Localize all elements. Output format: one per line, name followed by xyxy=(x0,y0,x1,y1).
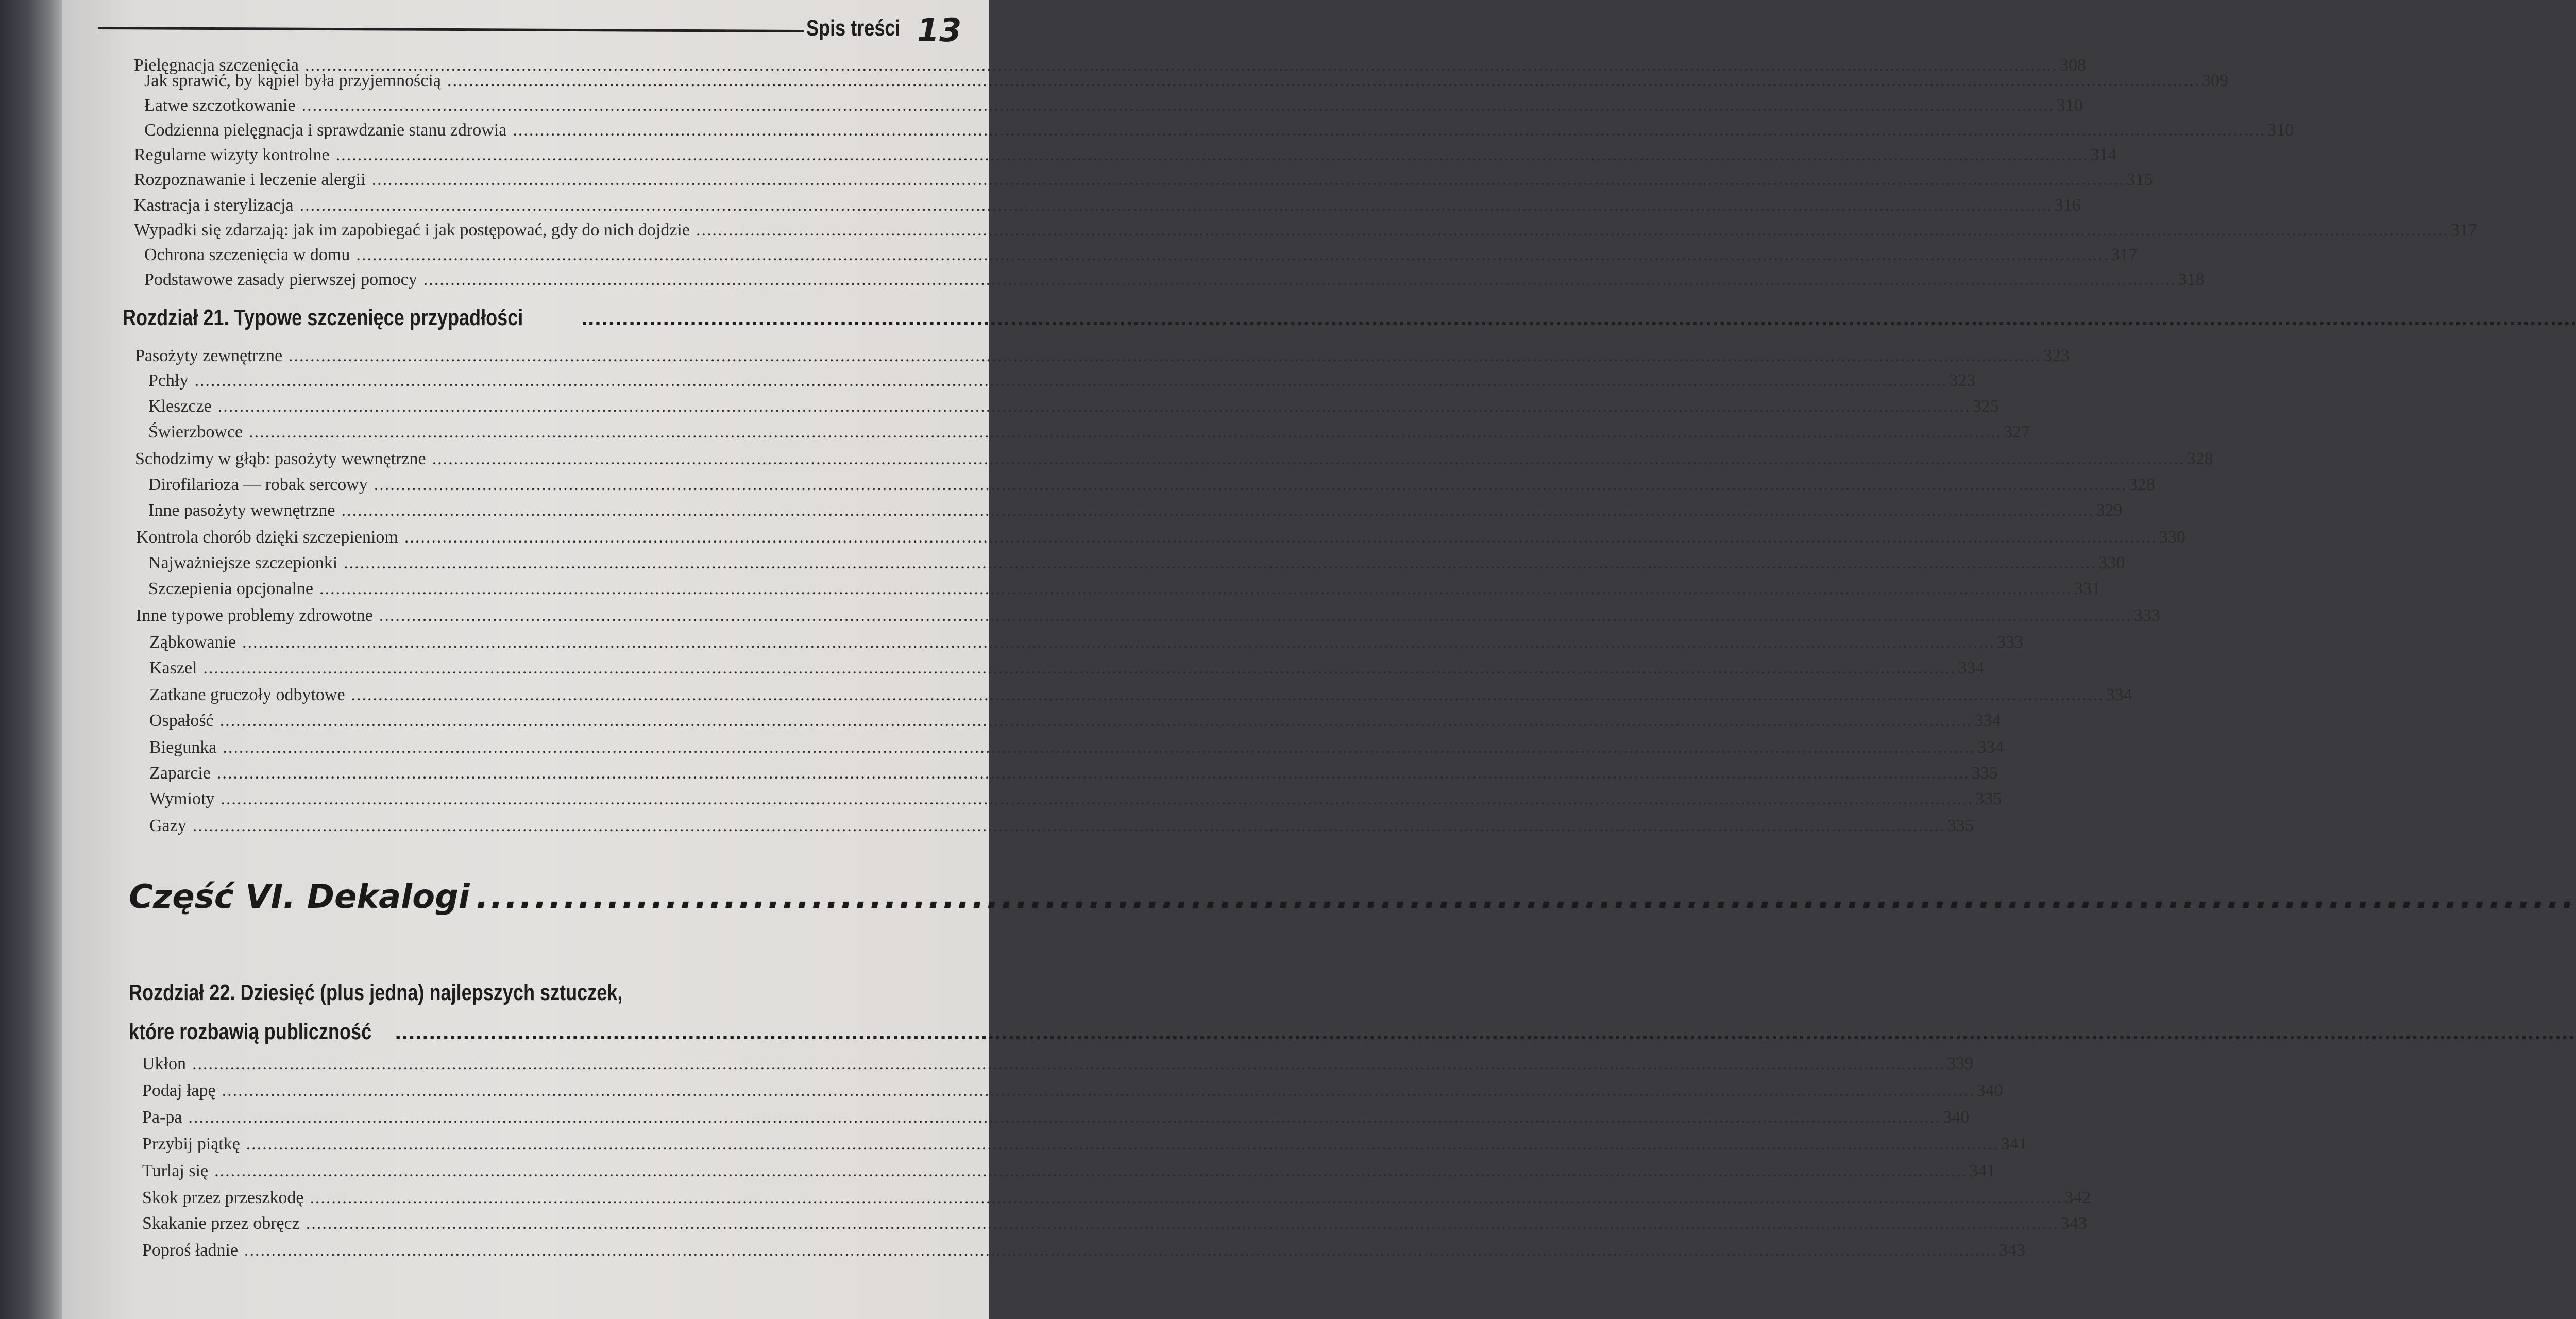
book-page xyxy=(62,0,2477,1319)
toc-entry-label: Przybij piątkę xyxy=(142,1135,240,1154)
toc-page-number: 330 xyxy=(2098,553,2125,572)
toc-page-number: 335 xyxy=(1975,789,2002,808)
toc-entry-label: Biegunka xyxy=(149,738,217,757)
dot-leader xyxy=(432,449,2185,469)
toc-page-number: 325 xyxy=(1972,397,1999,416)
toc-page-number: 334 xyxy=(1977,738,2004,757)
toc-page-number: 328 xyxy=(2187,449,2213,468)
toc-entry-row[interactable] xyxy=(149,738,2004,762)
toc-page-number: 329 xyxy=(2096,501,2123,520)
toc-page-number: 331 xyxy=(2074,579,2101,598)
toc-entry-row[interactable] xyxy=(134,145,2117,169)
toc-entry-row[interactable] xyxy=(142,1054,1973,1078)
toc-entry-label: Gazy xyxy=(149,816,187,835)
toc-entry-label: Szczepienia opcjonalne xyxy=(148,579,314,598)
table-of-contents xyxy=(62,0,2477,1319)
toc-page-number: 308 xyxy=(2059,56,2086,75)
running-header-page-number: 13 xyxy=(917,11,962,49)
dot-leader xyxy=(222,1081,1975,1101)
dot-leader xyxy=(249,422,2002,442)
dot-leader xyxy=(372,170,2125,190)
toc-entry-label: Regularne wizyty kontrolne xyxy=(134,145,330,164)
toc-entry-label: Inne typowe problemy zdrowotne xyxy=(136,606,373,625)
dot-leader xyxy=(351,685,2104,705)
toc-entry-label: Wypadki się zdarzają: jak im zapobiegać i jak postępować, gdy do nich dojdzie xyxy=(134,221,690,240)
dot-leader xyxy=(194,371,1947,391)
toc-entry-label: Pa-pa xyxy=(142,1108,182,1127)
toc-entry-label: Zatkane gruczoły odbytowe xyxy=(149,685,345,704)
toc-page-number: 341 xyxy=(2001,1135,2027,1154)
toc-entry-row[interactable] xyxy=(149,816,1974,840)
toc-entry-label: Pchły xyxy=(148,371,189,390)
toc-page-number: 333 xyxy=(2133,606,2160,625)
toc-entry-row[interactable] xyxy=(134,170,2153,194)
toc-entry-row[interactable] xyxy=(149,789,2002,813)
toc-entry-row[interactable] xyxy=(142,1108,1970,1131)
toc-entry-label: Codzienna pielęgnacja i sprawdzanie stanu zdrowia xyxy=(144,121,507,140)
dot-leader xyxy=(342,501,2094,520)
toc-page-number: 323 xyxy=(1949,371,1976,390)
toc-entry-row[interactable] xyxy=(144,270,2205,294)
toc-entry-row[interactable] xyxy=(149,711,2001,735)
toc-entry-label: Rozpoznawanie i leczenie alergii xyxy=(134,170,366,189)
dot-leader xyxy=(188,1108,1941,1127)
toc-entry-row[interactable] xyxy=(144,245,2138,269)
dot-leader xyxy=(218,397,1971,416)
toc-entry-row[interactable] xyxy=(142,1188,2091,1212)
toc-entry-label: Świerzbowce xyxy=(148,422,243,442)
toc-entry-label: Skakanie przez obręcz xyxy=(142,1214,300,1233)
toc-entry-label: Zaparcie xyxy=(149,764,211,783)
dot-leader xyxy=(204,658,1956,678)
toc-page-number: 334 xyxy=(2106,685,2132,704)
toc-entry-label: Kleszcze xyxy=(148,397,212,416)
toc-page-number: 310 xyxy=(2267,121,2294,140)
toc-page-number: 339 xyxy=(1947,1054,1973,1073)
dot-leader xyxy=(310,1188,2062,1208)
toc-entry-row[interactable] xyxy=(148,475,2155,499)
dot-leader xyxy=(319,579,2072,599)
dot-leader xyxy=(242,633,1995,652)
toc-page-number: 335 xyxy=(1947,816,1974,835)
dot-leader xyxy=(447,71,2200,91)
dot-leader xyxy=(223,738,1975,757)
toc-entry-row[interactable] xyxy=(148,579,2101,603)
dot-leader xyxy=(214,1161,1967,1181)
dot-leader xyxy=(246,1135,1999,1154)
toc-entry-label: Pielęgnacja szczenięcia xyxy=(134,56,299,75)
toc-entry-label: Część VI. Dekalogi xyxy=(129,878,470,916)
toc-entry-label: Ochrona szczenięcia w domu xyxy=(144,245,350,264)
book-spine-shadow xyxy=(0,0,62,1319)
toc-page-number: 343 xyxy=(2060,1214,2087,1233)
toc-entry-label: które rozbawią publiczność xyxy=(129,1019,372,1044)
toc-entry-row[interactable] xyxy=(142,1241,2026,1264)
toc-entry-row[interactable] xyxy=(135,449,2213,473)
toc-chapter-row[interactable] xyxy=(129,1019,994,1048)
toc-page-number: 340 xyxy=(1943,1108,1970,1127)
toc-page-number: 315 xyxy=(2126,170,2153,189)
toc-entry-label: Jak sprawić, by kąpiel była przyjemnością xyxy=(144,71,441,90)
dot-leader xyxy=(306,1214,2059,1233)
toc-entry-row[interactable] xyxy=(148,553,2125,577)
dot-leader xyxy=(300,196,2053,215)
toc-entry-label: Podaj łapę xyxy=(142,1081,216,1100)
toc-entry-row[interactable] xyxy=(149,633,2024,656)
toc-entry-row[interactable] xyxy=(142,1214,2087,1238)
toc-entry-row[interactable] xyxy=(142,1135,2027,1158)
toc-page-number: 317 xyxy=(2111,245,2138,264)
toc-page-number: 333 xyxy=(1997,633,2024,652)
dot-leader xyxy=(244,1241,1997,1260)
toc-part-row[interactable] xyxy=(129,878,994,921)
toc-entry-label: Rozdział 21. Typowe szczenięce przypadłości xyxy=(123,305,523,330)
dot-leader xyxy=(513,121,2265,140)
toc-entry-row[interactable] xyxy=(148,501,2123,525)
toc-entry-row[interactable] xyxy=(134,221,2477,244)
dot-leader xyxy=(374,475,2127,495)
dot-leader xyxy=(193,816,1945,836)
toc-entry-row[interactable] xyxy=(135,346,2070,370)
toc-entry-label: Schodzimy w głąb: pasożyty wewnętrzne xyxy=(135,449,426,468)
toc-entry-label: Dirofilarioza — robak sercowy xyxy=(148,475,368,494)
dot-leader xyxy=(581,305,2576,331)
toc-entry-row[interactable] xyxy=(142,1161,1996,1185)
toc-entry-label: Pasożyty zewnętrzne xyxy=(135,346,283,365)
toc-entry-row[interactable] xyxy=(149,685,2132,709)
dot-leader xyxy=(395,1019,2576,1045)
dot-leader xyxy=(344,553,2096,573)
toc-entry-label: Ząbkowanie xyxy=(149,633,236,652)
toc-page-number: 318 xyxy=(2178,270,2205,289)
toc-page-number: 327 xyxy=(2004,422,2030,442)
toc-entry-label: Kontrola chorób dzięki szczepieniom xyxy=(136,528,398,547)
toc-entry-row[interactable] xyxy=(136,528,2185,551)
toc-page-number: 340 xyxy=(1976,1081,2003,1100)
toc-entry-label: Skok przez przeszkodę xyxy=(142,1188,304,1207)
toc-page-number: 334 xyxy=(1974,711,2001,730)
chapter-title-line1: Rozdział 22. Dziesięć (plus jedna) najlepszych sztuczek, xyxy=(129,980,623,1005)
dot-leader xyxy=(423,270,2176,290)
toc-entry-row[interactable] xyxy=(142,1081,2003,1105)
toc-page-number: 314 xyxy=(2090,145,2117,164)
toc-page-number: 342 xyxy=(2064,1188,2091,1207)
toc-page-number: 323 xyxy=(2043,346,2070,365)
dot-leader xyxy=(192,1054,1945,1074)
toc-entry-label: Kaszel xyxy=(149,658,197,678)
dot-leader xyxy=(289,346,2041,366)
toc-entry-row[interactable] xyxy=(149,764,1998,787)
toc-entry-row[interactable] xyxy=(134,196,2081,219)
running-header-title: Spis treści xyxy=(806,15,901,41)
toc-page-number: 309 xyxy=(2201,71,2228,90)
dot-leader xyxy=(302,96,2055,115)
dot-leader xyxy=(217,764,1970,783)
toc-page-number: 341 xyxy=(1969,1161,1996,1180)
toc-entry-row[interactable] xyxy=(144,71,2228,95)
toc-entry-label: Kastracja i sterylizacja xyxy=(134,196,294,215)
dot-leader xyxy=(220,711,1973,731)
toc-page-number: 334 xyxy=(1958,658,1985,678)
toc-page-number: 316 xyxy=(2054,196,2081,215)
dot-leader xyxy=(379,606,2132,625)
toc-page-number: 335 xyxy=(1971,764,1998,783)
toc-chapter-row[interactable] xyxy=(123,305,984,334)
toc-entry-label: Podstawowe zasady pierwszej pomocy xyxy=(144,270,417,289)
toc-entry-label: Ukłon xyxy=(142,1054,186,1073)
dot-leader xyxy=(696,221,2449,240)
toc-page-number: 343 xyxy=(1999,1241,2026,1260)
toc-entry-row[interactable] xyxy=(136,606,2160,630)
toc-entry-label: Inne pasożyty wewnętrzne xyxy=(148,501,335,520)
toc-entry-row[interactable] xyxy=(148,397,1999,420)
dot-leader xyxy=(336,145,2089,165)
toc-page-number: 317 xyxy=(2450,221,2477,240)
toc-page-number: 328 xyxy=(2128,475,2155,494)
dot-leader xyxy=(356,245,2109,265)
toc-entry-label: Poproś ładnie xyxy=(142,1241,239,1260)
toc-entry-row[interactable] xyxy=(149,658,1985,682)
toc-entry-row[interactable] xyxy=(148,422,2030,446)
toc-entry-row[interactable] xyxy=(144,96,2083,120)
dot-leader xyxy=(404,528,2157,547)
toc-entry-label: Najważniejsze szczepionki xyxy=(148,553,338,572)
toc-entry-label: Łatwe szczotkowanie xyxy=(144,96,296,115)
toc-entry-label: Turlaj się xyxy=(142,1161,209,1180)
toc-entry-row[interactable] xyxy=(144,121,2294,144)
toc-page-number: 310 xyxy=(2056,96,2083,115)
toc-entry-label: Ospałość xyxy=(149,711,214,730)
dot-leader xyxy=(221,789,1973,809)
toc-page-number: 330 xyxy=(2159,528,2185,547)
toc-entry-row[interactable] xyxy=(148,371,1976,395)
toc-entry-label: Wymioty xyxy=(149,789,215,808)
dot-leader xyxy=(476,878,2576,916)
